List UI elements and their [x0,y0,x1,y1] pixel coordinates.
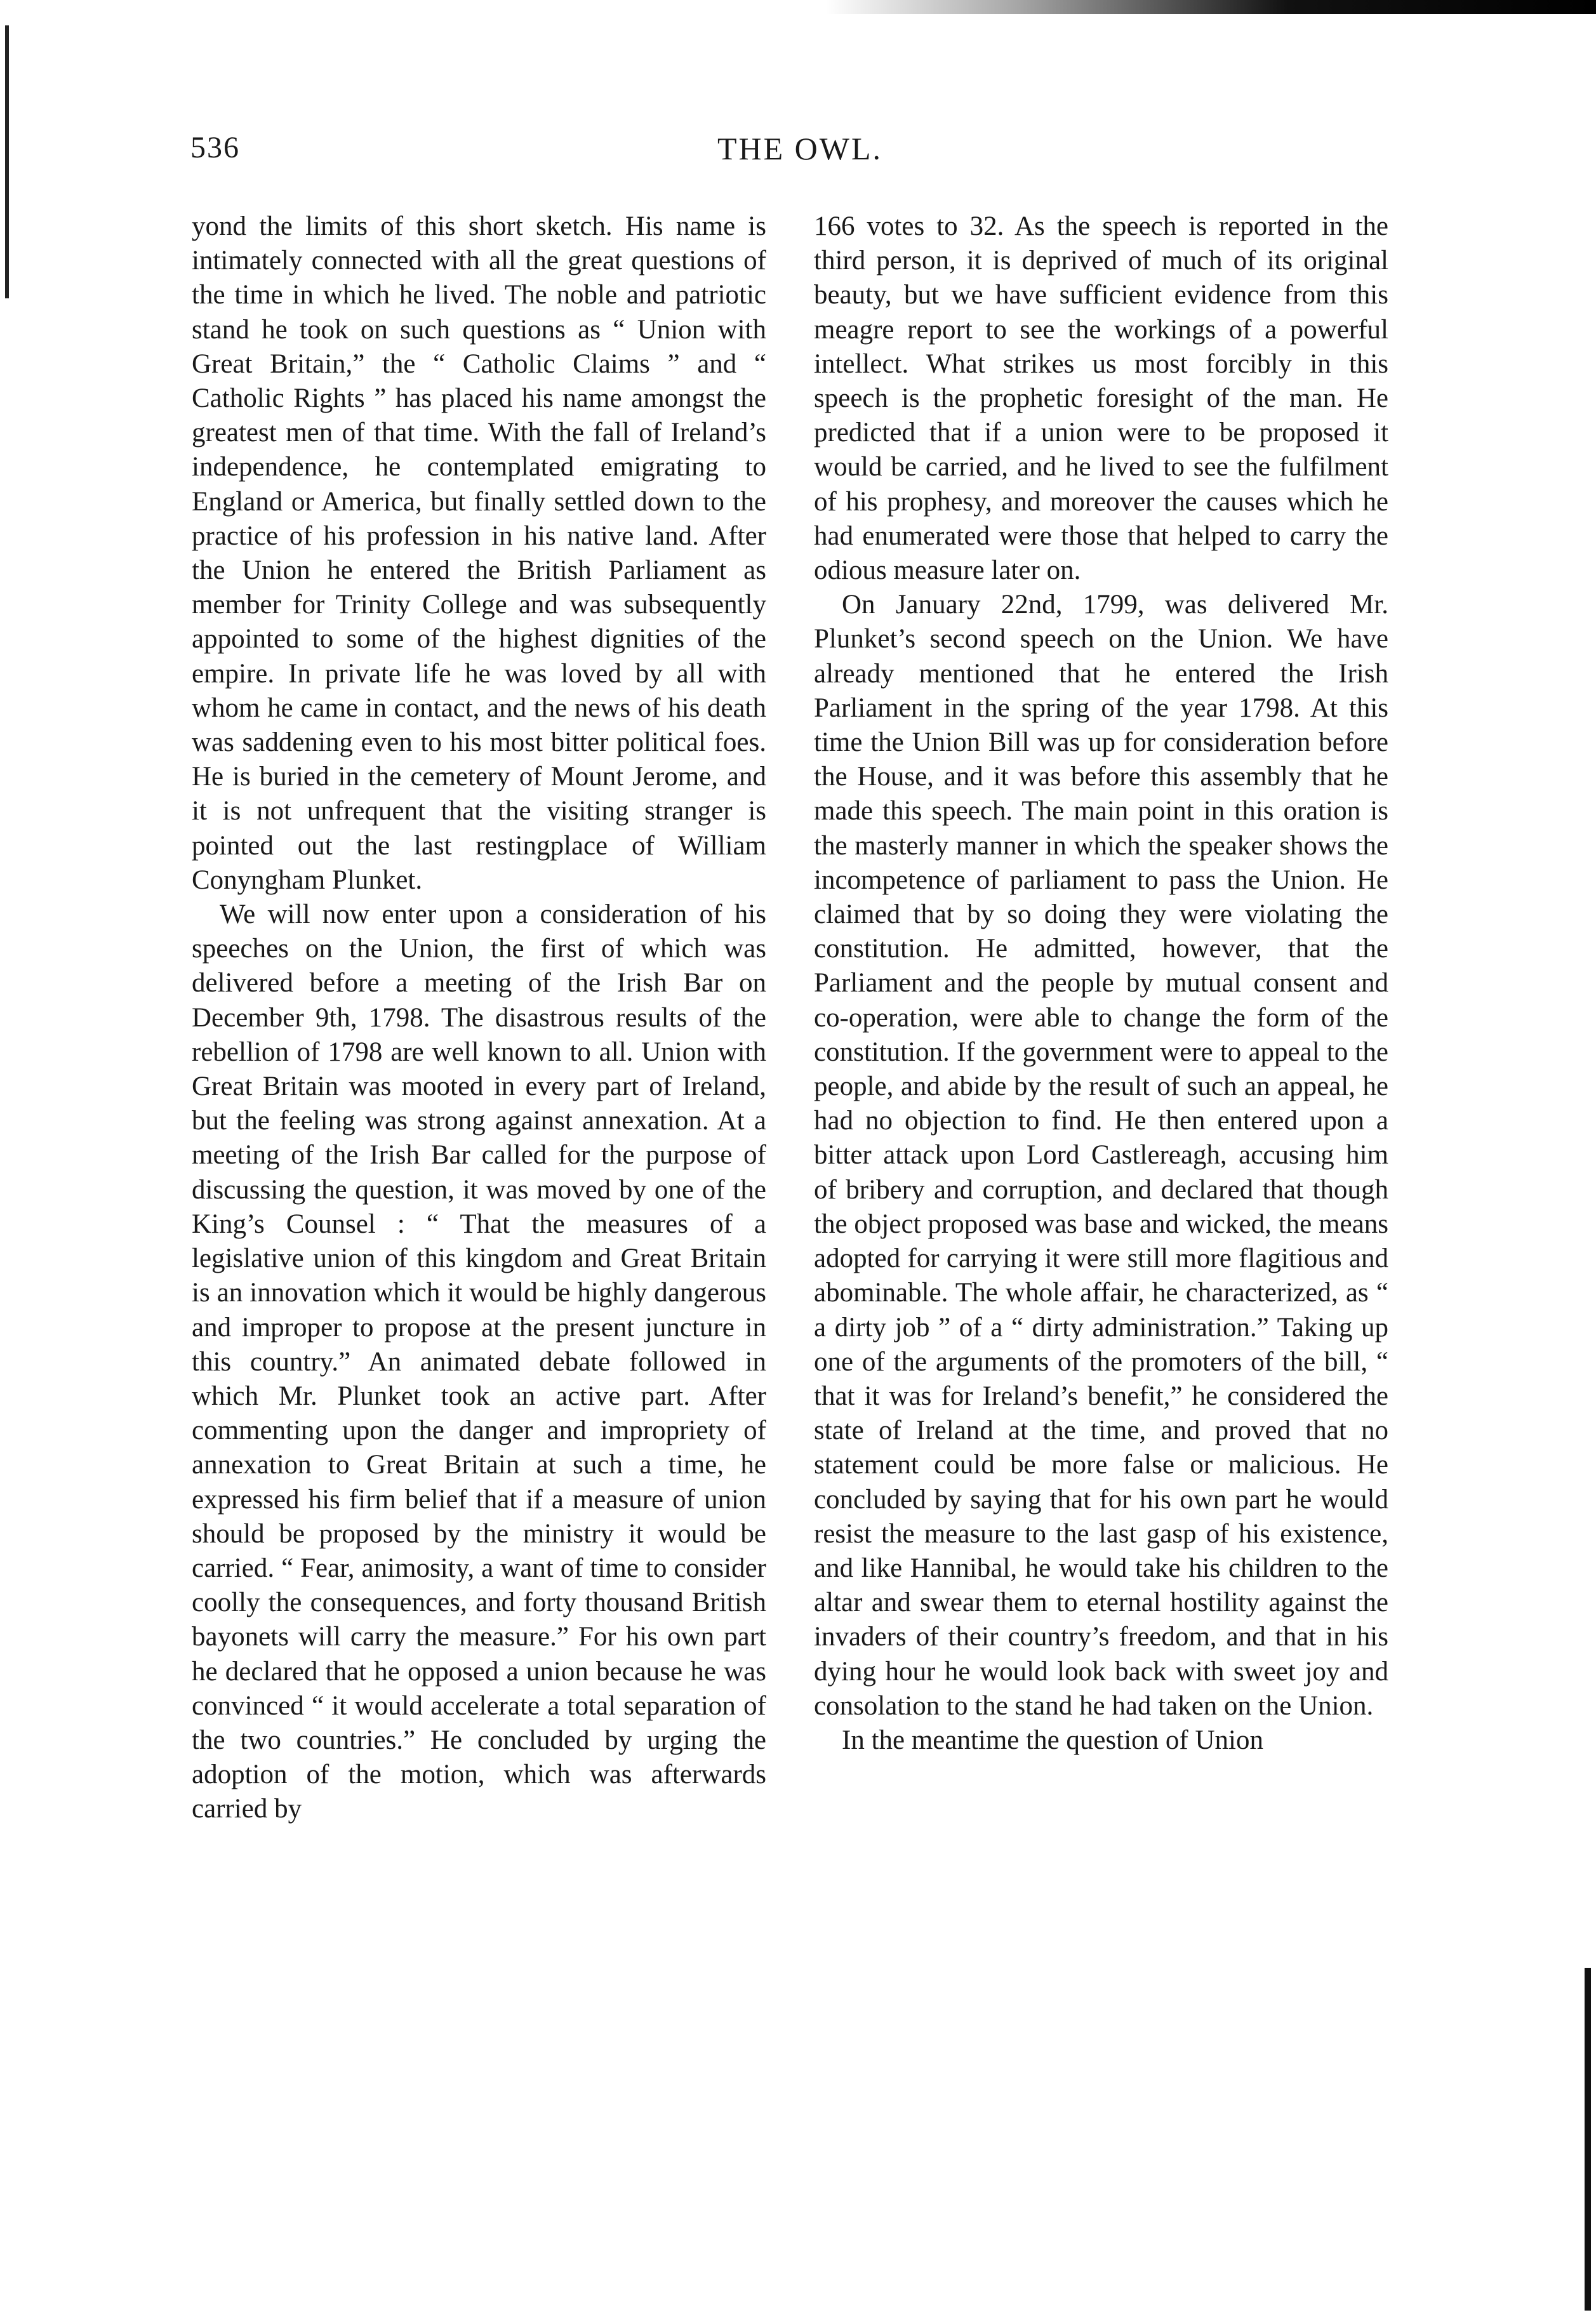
scan-edge-top [825,0,1596,14]
left-paragraph-2: We will now enter upon a consideration of his speeches on the Union, the first of which was delivered before a meeting of the Irish Bar on December 9th, 1798. The disastrous results of the rebellion of 1798 are well known to all. Union with Great Britain was mooted in every part of Ireland, but the feeling was strong against annexation. At a meeting of the Irish Bar called for the purpose of discussing the question, it was moved by one of the King’s Counsel : “ That the measures of a legislative union of this kingdom and Great Britain is an innovation which it would be highly dangerous and improper to propose at the present juncture in this country.” An animated debate followed in which Mr. Plunket took an active part. After commenting upon the danger and impropriety of annexation to Great Britain at such a time, he expressed his firm belief that if a measure of union should be proposed by the ministry it would be carried. “ Fear, animosity, a want of time to consider coolly the consequences, and forty thousand British bayonets will carry the measure.” For his own part he declared that he opposed a union because he was convinced “ it would accelerate a total separation of the two countries.” He concluded by urging the adoption of the motion, which was afterwards carried by [192,899,766,1824]
right-paragraph-1: 166 votes to 32. As the speech is reported in the third person, it is deprived of much of its original beauty, but we have sufficient evidence from this meagre report to see the workings of a powerful intellect. What strikes us most forcibly in this speech is the prophetic foresight of the man. He predicted that if a union were to be proposed it would be carried, and he lived to see the fulfilment of his prophesy, and moreover the causes which he had enumerated were those that helped to carry the odious measure later on. [814,211,1388,586]
right-paragraph-3: In the meantime the question of Union [842,1725,1263,1755]
page-number: 536 [190,131,240,164]
right-column [814,209,1388,1758]
running-title: THE OWL. [717,131,883,166]
left-column [192,209,766,1827]
scan-edge-right [1585,1968,1591,2311]
page-header [190,130,1409,181]
right-paragraph-2: On January 22nd, 1799, was delivered Mr. Plunket’s second speech on the Union. We have already mentioned that he entered the Irish Parliament in the spring of the year 1798. At this time the Union Bill was up for consideration before the House, and it was before this assembly that he made this speech. The main point in this oration is the masterly manner in which the speaker shows the incompetence of parliament to pass the Union. He claimed that by so doing they were violating the constitution. He admitted, however, that the Parliament and the people by mutual consent and co-operation, were able to change the form of the constitution. If the government were to appeal to the people, and abide by the result of such an appeal, he had no objection to find. He then entered upon a bitter attack upon Lord Castlereagh, accusing him of bribery and corruption, and declared that though the object proposed was base and wicked, the means adopted for carrying it were still more flagitious and abominable. The whole affair, he characterized, as “ a dirty job ” of a “ dirty administration.” Taking up one of the arguments of the promoters of the bill, “ that it was for Ireland’s benefit,” he considered the state of Ireland at the time, and proved that no statement could be more false or malicious. He concluded by saying that for his own part he would resist the measure to the last gasp of his existence, and like Hannibal, he would take his children to the altar and swear them to eternal hostility against the invaders of their country’s freedom, and that in his dying hour he would look back with sweet joy and consolation to the stand he had taken on the Union. [814,590,1388,1721]
left-paragraph-1: yond the limits of this short sketch. His name is intimately connected with all the great questions of the time in which he lived. The noble and patriotic stand he took on such questions as “ Union with Great Britain,” the “ Catholic Claims ” and “ Catholic Rights ” has placed his name amongst the greatest men of that time. With the fall of Ireland’s independence, he contemplated emigrating to England or America, but finally settled down to the practice of his profession in his native land. After the Union he entered the British Parliament as member for Trinity College and was subsequently appointed to some of the highest dignities of the empire. In private life he was loved by all with whom he came in contact, and the news of his death was saddening even to his most bitter political foes. He is buried in the cemetery of Mount Jerome, and it is not unfrequent that the visiting stranger is pointed out the last restingplace of William Conyngham Plunket. [192,211,766,895]
scan-edge-left [5,25,9,298]
